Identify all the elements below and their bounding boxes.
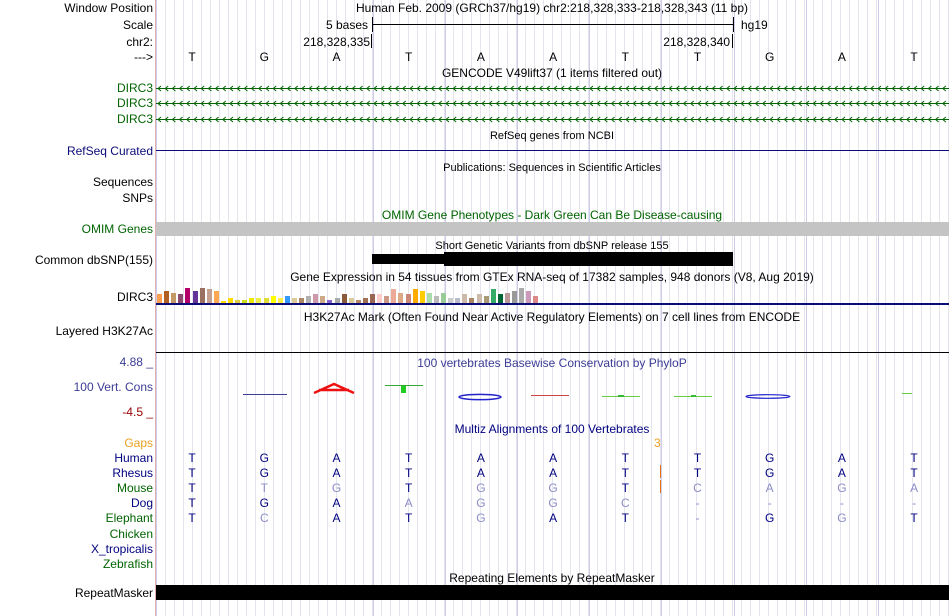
gtex-tissue-bar[interactable]: [477, 294, 482, 303]
gtex-baseline: [156, 303, 949, 305]
species-label-rhesus[interactable]: Rhesus: [112, 466, 153, 480]
phylop-track-title[interactable]: 100 vertebrates Basewise Conservation by PhyloP: [417, 356, 687, 370]
gtex-tissue-bar[interactable]: [164, 291, 169, 303]
gtex-tissue-bar[interactable]: [434, 296, 439, 303]
aligned-base: A: [332, 511, 341, 525]
gtex-tissue-bar[interactable]: [193, 291, 198, 303]
aligned-base: G: [476, 496, 486, 510]
aligned-base: G: [331, 481, 342, 495]
species-label-elephant[interactable]: Elephant: [105, 511, 153, 525]
h3k27ac-baseline: [156, 352, 949, 353]
gtex-tissue-bar[interactable]: [519, 288, 524, 303]
refseq-track-title[interactable]: RefSeq genes from NCBI: [489, 130, 615, 142]
base-letter: A: [549, 50, 558, 64]
aligned-base: -: [912, 496, 917, 510]
aligned-base: T: [188, 451, 196, 465]
scale-db-text: hg19: [741, 18, 768, 32]
position-right-tick: [732, 34, 733, 48]
aligned-base: G: [548, 496, 558, 510]
publications-snps-label[interactable]: SNPs: [122, 191, 153, 205]
aligned-base: C: [259, 511, 269, 525]
gtex-tissue-bar[interactable]: [441, 293, 446, 303]
gtex-tissue-bar[interactable]: [512, 291, 517, 303]
aligned-base: G: [837, 481, 847, 495]
aligned-base: A: [765, 481, 774, 495]
base-letter: T: [910, 50, 918, 64]
species-label-chicken[interactable]: Chicken: [109, 527, 153, 541]
h3k27ac-track-title[interactable]: H3K27Ac Mark (Often Found Near Active Regulatory Elements) on 7 cell lines from ENCODE: [303, 310, 801, 324]
aligned-base: A: [837, 451, 846, 465]
aligned-base: T: [910, 511, 918, 525]
omim-label[interactable]: OMIM Genes: [81, 222, 153, 236]
aligned-base: G: [259, 466, 269, 480]
gtex-tissue-bar[interactable]: [484, 296, 489, 303]
aligned-base: T: [693, 466, 702, 480]
base-letter: T: [188, 50, 196, 64]
omim-track-title[interactable]: OMIM Gene Phenotypes - Dark Green Can Be Disease-causing: [381, 208, 723, 222]
base-letter: T: [621, 50, 629, 64]
gtex-tissue-bar[interactable]: [377, 294, 382, 303]
dbsnp-variant-thick[interactable]: [444, 252, 733, 266]
gap-mark-rhesus: [660, 465, 661, 478]
gtex-tissue-bar[interactable]: [427, 293, 432, 303]
assembly-position-text: Human Feb. 2009 (GRCh37/hg19) chr2:218,328,333-218,328,343 (11 bp): [355, 1, 749, 15]
aligned-base: A: [549, 511, 558, 525]
aligned-base: G: [476, 481, 486, 495]
base-letter: A: [837, 50, 846, 64]
aligned-base: G: [765, 511, 775, 525]
refseq-gene-line[interactable]: [156, 150, 949, 151]
aligned-base: -: [695, 511, 700, 525]
gtex-tissue-bar[interactable]: [406, 294, 411, 303]
aligned-base: -: [839, 496, 844, 510]
gtex-tissue-bar[interactable]: [370, 294, 375, 303]
gtex-tissue-bar[interactable]: [178, 294, 183, 303]
repeatmasker-label[interactable]: RepeatMasker: [74, 586, 153, 600]
phylop-conservation-plot[interactable]: [156, 376, 949, 404]
gtex-tissue-bar[interactable]: [207, 289, 212, 303]
gencode-track-title[interactable]: GENCODE V49lift37 (1 items filtered out): [441, 66, 663, 80]
base-letter: G: [765, 50, 775, 64]
aligned-base: T: [910, 451, 918, 465]
base-letter: T: [405, 50, 413, 64]
base-letter: G: [259, 50, 269, 64]
gtex-tissue-bar[interactable]: [171, 293, 176, 303]
gaps-label[interactable]: Gaps: [124, 436, 153, 450]
strand-arrow-label[interactable]: --->: [134, 50, 153, 64]
aligned-base: C: [620, 496, 630, 510]
repeatmasker-track-title[interactable]: Repeating Elements by RepeatMasker: [449, 571, 655, 585]
scale-bar-right-tick: [733, 17, 734, 32]
gtex-tissue-bar[interactable]: [200, 288, 205, 303]
aligned-base: T: [405, 481, 413, 495]
aligned-base: G: [765, 451, 775, 465]
aligned-base: G: [765, 466, 775, 480]
gap-count: 3: [654, 436, 661, 450]
publications-sequences-label[interactable]: Sequences: [92, 175, 153, 189]
refseq-label[interactable]: RefSeq Curated: [66, 144, 153, 158]
aligned-base: T: [188, 466, 196, 480]
aligned-base: C: [693, 481, 702, 495]
aligned-base: A: [332, 496, 341, 510]
scale-bar: [372, 24, 733, 25]
gtex-tissue-bar[interactable]: [413, 289, 418, 303]
species-label-zebrafish[interactable]: Zebrafish: [102, 557, 153, 571]
gtex-tissue-bar[interactable]: [398, 293, 403, 303]
gtex-tissue-bar[interactable]: [214, 291, 219, 303]
aligned-base: G: [548, 481, 558, 495]
gtex-tissue-bar[interactable]: [491, 289, 496, 303]
gtex-tissue-bar[interactable]: [533, 296, 538, 303]
gtex-tissue-bar[interactable]: [271, 296, 276, 303]
gtex-tissue-bar[interactable]: [462, 294, 467, 303]
aligned-base: T: [621, 451, 629, 465]
base-letter: A: [476, 50, 485, 64]
base-letter: A: [332, 50, 341, 64]
aligned-base: G: [259, 496, 269, 510]
aligned-base: A: [549, 466, 558, 480]
phylop-min-label: -4.5 _: [122, 405, 153, 419]
aligned-base: T: [188, 496, 196, 510]
dbsnp-label[interactable]: Common dbSNP(155): [34, 253, 153, 267]
gtex-tissue-bar[interactable]: [185, 288, 190, 303]
aligned-base: T: [621, 481, 629, 495]
aligned-base: A: [910, 481, 919, 495]
phylop-label[interactable]: 100 Vert. Cons: [73, 380, 153, 394]
phylop-score-mark: [401, 386, 406, 393]
aligned-base: T: [405, 451, 413, 465]
aligned-base: G: [837, 511, 847, 525]
gtex-tissue-bar[interactable]: [498, 294, 503, 303]
aligned-base: A: [549, 451, 558, 465]
chr-label[interactable]: chr2:: [126, 35, 153, 49]
gtex-gene-label[interactable]: DIRC3: [116, 290, 153, 304]
gap-mark-mouse: [660, 480, 661, 493]
gtex-track-title[interactable]: Gene Expression in 54 tissues from GTEx RNA-seq of 17382 samples, 948 donors (V8, Aug 2019): [290, 270, 814, 284]
multiz-track-title[interactable]: Multiz Alignments of 100 Vertebrates: [454, 422, 650, 436]
publications-track-title[interactable]: Publications: Sequences in Scientific Articles: [443, 162, 661, 174]
species-label-dog[interactable]: Dog: [130, 496, 153, 510]
position-right: 218,328,340: [663, 35, 730, 49]
gtex-tissue-bar[interactable]: [526, 291, 531, 303]
aligned-base: A: [476, 451, 485, 465]
gtex-tissue-bar[interactable]: [391, 289, 396, 303]
gtex-tissue-bar[interactable]: [320, 296, 325, 303]
scale-label[interactable]: Scale: [122, 18, 153, 32]
aligned-base: G: [476, 511, 486, 525]
gtex-tissue-bar[interactable]: [342, 294, 347, 303]
aligned-base: A: [837, 466, 846, 480]
phylop-max-label: 4.88 _: [119, 355, 153, 369]
aligned-base: T: [910, 466, 918, 480]
aligned-base: T: [405, 511, 413, 525]
species-label-mouse[interactable]: Mouse: [116, 481, 153, 495]
aligned-base: -: [767, 496, 772, 510]
aligned-base: A: [404, 496, 413, 510]
gencode-item-label[interactable]: DIRC3: [116, 96, 153, 110]
phylop-score-mark: [618, 395, 624, 397]
species-label-human[interactable]: Human: [114, 451, 153, 465]
gtex-tissue-bar[interactable]: [285, 296, 290, 303]
phylop-score-mark: [459, 394, 501, 399]
phylop-score-mark: [314, 384, 354, 393]
phylop-score-mark: [691, 395, 696, 397]
gtex-tissue-bar[interactable]: [384, 296, 389, 303]
gtex-tissue-bar[interactable]: [313, 294, 318, 303]
base-letter: T: [693, 50, 702, 64]
gtex-tissue-bar[interactable]: [420, 291, 425, 303]
scale-bar-left-tick: [372, 17, 373, 32]
aligned-base: T: [693, 451, 702, 465]
aligned-base: T: [260, 481, 268, 495]
aligned-base: T: [405, 466, 413, 480]
aligned-base: A: [332, 466, 341, 480]
aligned-base: A: [332, 451, 341, 465]
gencode-item-label[interactable]: DIRC3: [116, 112, 153, 126]
omim-gene-bar[interactable]: [156, 222, 949, 236]
aligned-base: T: [188, 511, 196, 525]
window-position-label[interactable]: Window Position: [64, 1, 153, 15]
aligned-base: -: [695, 496, 700, 510]
aligned-base: A: [476, 466, 485, 480]
aligned-base: G: [259, 451, 269, 465]
gtex-tissue-bar[interactable]: [505, 293, 510, 303]
aligned-base: T: [188, 481, 196, 495]
gencode-transcripts[interactable]: [156, 80, 949, 128]
gtex-tissue-bar[interactable]: [306, 296, 311, 303]
species-label-x_tropicalis[interactable]: X_tropicalis: [90, 542, 153, 556]
h3k27ac-label[interactable]: Layered H3K27Ac: [55, 324, 153, 338]
aligned-base: T: [621, 511, 629, 525]
aligned-base: T: [621, 466, 629, 480]
gencode-item-label[interactable]: DIRC3: [116, 81, 153, 95]
position-left: 218,328,335: [303, 35, 370, 49]
dbsnp-track-title[interactable]: Short Genetic Variants from dbSNP release 155: [435, 240, 669, 252]
position-left-tick: [371, 34, 372, 48]
gtex-tissue-bar[interactable]: [157, 294, 162, 303]
phylop-score-mark: [746, 395, 790, 399]
repeatmasker-element-bar[interactable]: [156, 585, 949, 600]
scale-bases-text: 5 bases: [325, 18, 368, 32]
